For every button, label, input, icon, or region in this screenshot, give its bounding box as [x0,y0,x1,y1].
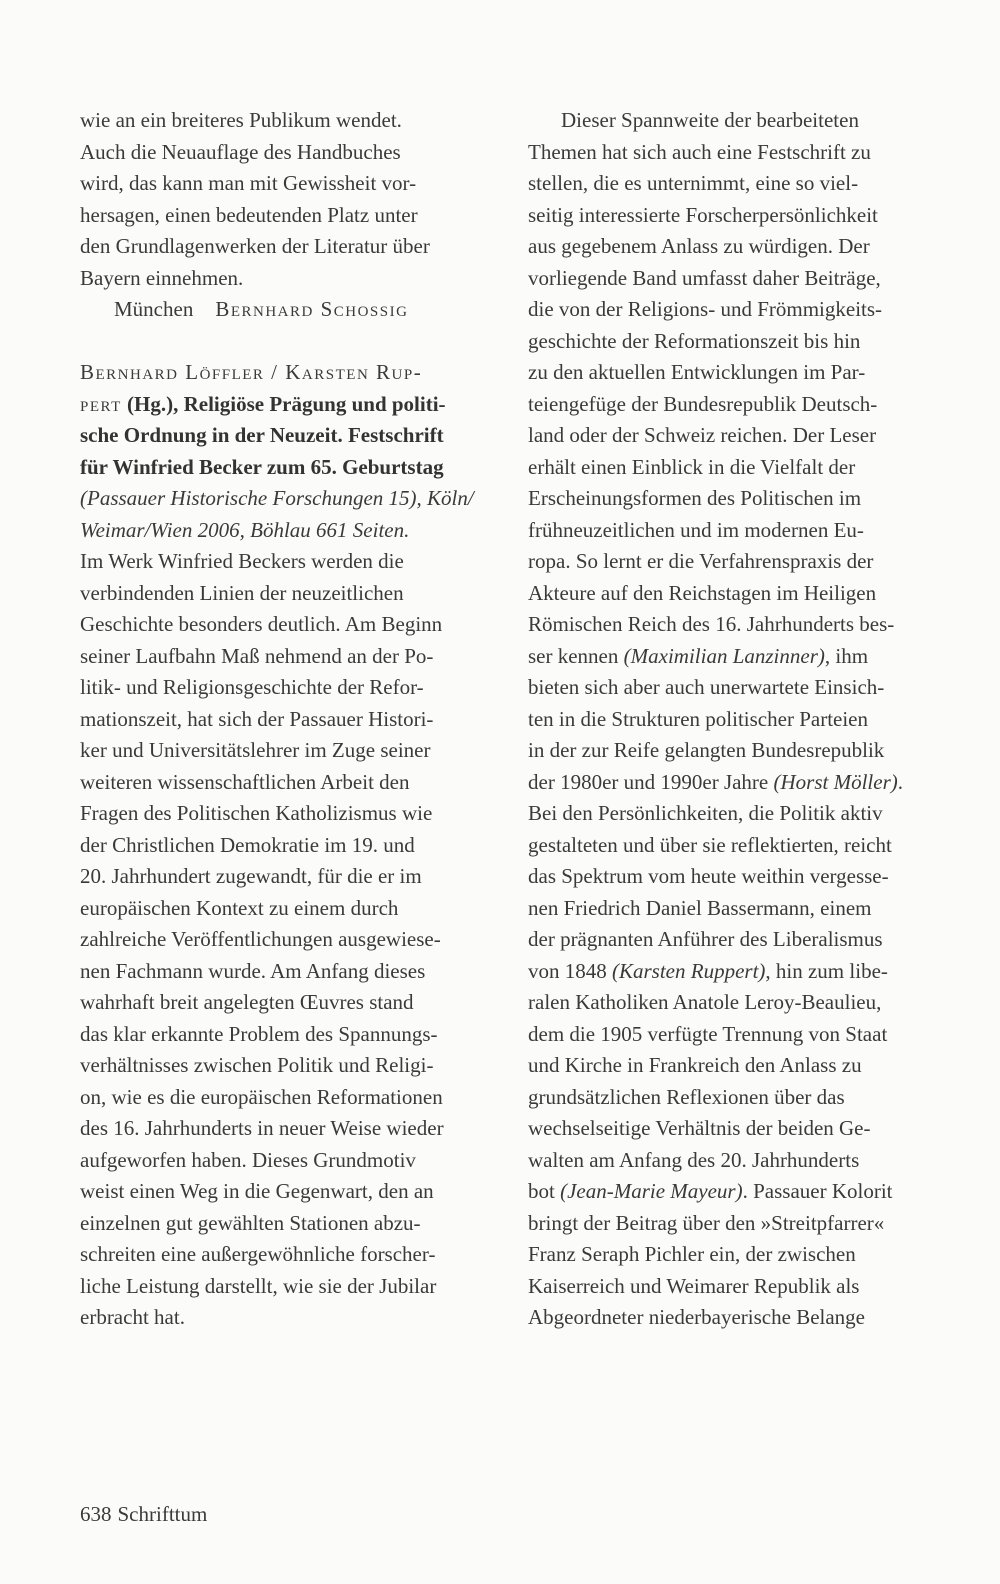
running-section-title: Schrifttum [117,1502,208,1526]
text-segment: stellen, die es unternimmt, eine so viel- [528,171,859,195]
text-line: ker und Universitätslehrer im Zuge seiner [80,738,431,762]
text-segment: gestalteten und über sie reflektierten, reicht [528,832,892,857]
text-line [528,168,948,200]
review-authors-continued: pert [80,391,122,416]
text-segment: bieten sich aber auch unerwartete Einsich- [528,675,885,699]
text-segment: Abgeordneter niederbayerische Belange [528,1305,866,1329]
text-line [528,609,948,641]
review-body-continued [528,105,948,1334]
text-line [528,830,948,862]
text-line: seiner Laufbahn Maß nehmend an der Po- [80,643,434,668]
text-line [528,956,948,988]
text-line: schreiten eine außergewöhnliche forscher- [80,1242,436,1266]
text-segment: ten in die Strukturen politischer Parteien [528,706,868,731]
publication-info: Weimar/Wien 2006, Böhlau 661 Seiten. [80,517,410,542]
review-body [80,546,500,1334]
signature-city: München [114,297,194,321]
text-segment: frühneuzeitlichen und im modernen Eu- [528,517,864,542]
text-segment: vorliegende Band umfasst daher Beiträge, [528,265,881,290]
text-line: Geschichte besonders deutlich. Am Beginn [80,612,443,636]
text-line: Auch die Neuauflage des Handbuches [80,139,401,164]
right-column [528,105,948,1334]
text-segment: erhält einen Einblick in die Vielfalt der [528,454,856,479]
contributor-name: (Maximilian Lanzinner) [623,643,825,668]
text-line: Im Werk Winfried Beckers werden die [80,549,404,573]
text-line [528,200,948,232]
text-line [528,893,948,925]
text-segment: ralen Katholiken Anatole Leroy-Beaulieu, [528,990,882,1014]
text-line [528,137,948,169]
text-line: on, wie es die europäischen Reformationen [80,1084,443,1109]
text-segment: , hin zum libe- [765,958,888,983]
text-segment: bot [528,1179,561,1203]
contributor-name: (Jean-Marie Mayeur) [560,1179,743,1203]
text-line [528,1113,948,1145]
text-segment: walten am Anfang des 20. Jahrhunderts [528,1147,860,1172]
left-column [80,105,500,1334]
intro-paragraph [80,105,500,294]
text-segment: zu den aktuellen Entwicklungen im Par- [528,360,866,384]
text-segment: ropa. So lernt er die Verfahrenspraxis der [528,549,874,573]
text-line: wie an ein breiteres Publikum wendet. [80,108,402,132]
text-line [528,641,948,673]
text-line: nen Fachmann wurde. Am Anfang dieses [80,958,426,983]
text-line: den Grundlagenwerken der Literatur über [80,234,430,258]
text-line [528,1019,948,1051]
review-authors: Bernhard Löffler / Karsten Rup- [80,360,423,384]
text-line: aufgeworfen haben. Dieses Grundmotiv [80,1147,416,1172]
text-line [528,105,948,137]
page-footer [80,1500,207,1528]
text-line: erbracht hat. [80,1305,185,1329]
text-line: wahrhaft breit angelegten Œuvres stand [80,990,414,1014]
review-title-start: (Hg.), Religiöse Prägung und politi- [121,391,446,416]
text-line [528,924,948,956]
review-title-line: sche Ordnung in der Neuzeit. Festschrift [80,423,444,447]
text-segment: land oder der Schweiz reichen. Der Leser [528,423,877,447]
text-line [528,798,948,830]
text-segment: nen Friedrich Daniel Bassermann, einem [528,895,872,920]
text-segment: aus gegebenem Anlass zu würdigen. Der [528,234,870,258]
text-line [528,1239,948,1271]
text-line: mationszeit, hat sich der Passauer Histori- [80,706,434,731]
text-line: zahlreiche Veröffentlichungen ausgewiese- [80,927,441,951]
text-segment: Kaiserreich und Weimarer Republik als [528,1273,860,1298]
text-line [528,735,948,767]
text-segment: bringt der Beitrag über den »Streitpfarrer« [528,1210,885,1235]
publication-info: (Passauer Historische Forschungen 15), Köln/ [80,486,474,510]
text-line [528,294,948,326]
review-heading [80,357,500,483]
text-segment: das Spektrum vom heute weithin vergesse- [528,864,889,888]
text-line: das klar erkannte Problem des Spannungs- [80,1021,438,1046]
text-line [528,483,948,515]
text-line: der Christlichen Demokratie im 19. und [80,832,415,857]
text-line: verhältnisses zwischen Politik und Religi- [80,1053,434,1077]
text-line [528,987,948,1019]
text-line: weiteren wissenschaftlichen Arbeit den [80,769,410,794]
text-line [528,357,948,389]
text-segment: Erscheinungsformen des Politischen im [528,486,862,510]
text-segment: der prägnanten Anführer des Liberalismus [528,927,883,951]
text-line: einzelnen gut gewählten Stationen abzu- [80,1210,421,1235]
contributor-name: (Karsten Ruppert) [612,958,766,983]
text-line [528,1208,948,1240]
text-segment: ser kennen [528,643,624,668]
text-segment: , ihm [824,643,869,668]
text-segment: Akteure auf den Reichstagen im Heiligen [528,580,877,605]
text-segment: . Passauer Kolorit [742,1179,893,1203]
text-segment: grundsätzlichen Reflexionen über das [528,1084,845,1109]
text-line [528,452,948,484]
text-line: 20. Jahrhundert zugewandt, für die er im [80,864,422,888]
signature-reviewer: Bernhard Schossig [215,297,409,321]
text-line [528,578,948,610]
text-line: wird, das kann man mit Gewissheit vor- [80,171,417,195]
text-line [528,767,948,799]
text-segment: Franz Seraph Pichler ein, der zwischen [528,1242,856,1266]
text-segment: und Kirche in Frankreich den Anlass zu [528,1053,862,1077]
text-line: verbindenden Linien der neuzeitlichen [80,580,404,605]
text-segment: in der zur Reife gelangten Bundesrepublik [528,738,885,762]
text-line: Bayern einnehmen. [80,265,244,290]
text-line [528,704,948,736]
text-segment: geschichte der Reformationszeit bis hin [528,328,861,353]
text-line [528,515,948,547]
text-segment: Themen hat sich auch eine Festschrift zu [528,139,871,164]
text-line: hersagen, einen bedeutenden Platz unter [80,202,418,227]
text-line [528,861,948,893]
text-segment: von 1848 [528,958,612,983]
text-line [528,389,948,421]
text-line [528,1145,948,1177]
text-segment: teiengefüge der Bundesrepublik Deutsch- [528,391,878,416]
text-line: weist einen Weg in die Gegenwart, den an [80,1179,434,1203]
text-line [528,420,948,452]
text-line [528,546,948,578]
contributor-name: (Horst Möller) [773,769,898,794]
section-gap [80,326,500,358]
text-line: des 16. Jahrhunderts in neuer Weise wieder [80,1116,444,1140]
text-segment: Bei den Persönlichkeiten, die Politik aktiv [528,801,883,825]
text-segment: die von der Religions- und Frömmigkeits- [528,297,883,321]
text-line [528,1050,948,1082]
text-line [528,1176,948,1208]
text-segment: Dieser Spannweite der bearbeiteten [561,108,859,132]
text-line [528,263,948,295]
text-line: litik- und Religionsgeschichte der Refor- [80,675,424,699]
text-segment: . [897,769,903,794]
text-segment: dem die 1905 verfügte Trennung von Staat [528,1021,888,1046]
text-line [528,1271,948,1303]
text-segment: Römischen Reich des 16. Jahrhunderts bes- [528,612,895,636]
review-title-line: für Winfried Becker zum 65. Geburtstag [80,454,444,479]
text-line [528,231,948,263]
text-line [528,326,948,358]
text-line [528,1302,948,1334]
text-line: Fragen des Politischen Katholizismus wie [80,801,433,825]
page-number: 638 [80,1502,112,1526]
text-line [528,1082,948,1114]
text-segment: der 1980er und 1990er Jahre [528,769,774,794]
text-segment: seitig interessierte Forscherpersönlichkeit [528,202,878,227]
text-line [528,672,948,704]
text-line: europäischen Kontext zu einem durch [80,895,399,920]
text-line: liche Leistung darstellt, wie sie der Jubilar [80,1273,437,1298]
text-segment: wechselseitige Verhältnis der beiden Ge- [528,1116,871,1140]
review-signature [80,294,500,326]
